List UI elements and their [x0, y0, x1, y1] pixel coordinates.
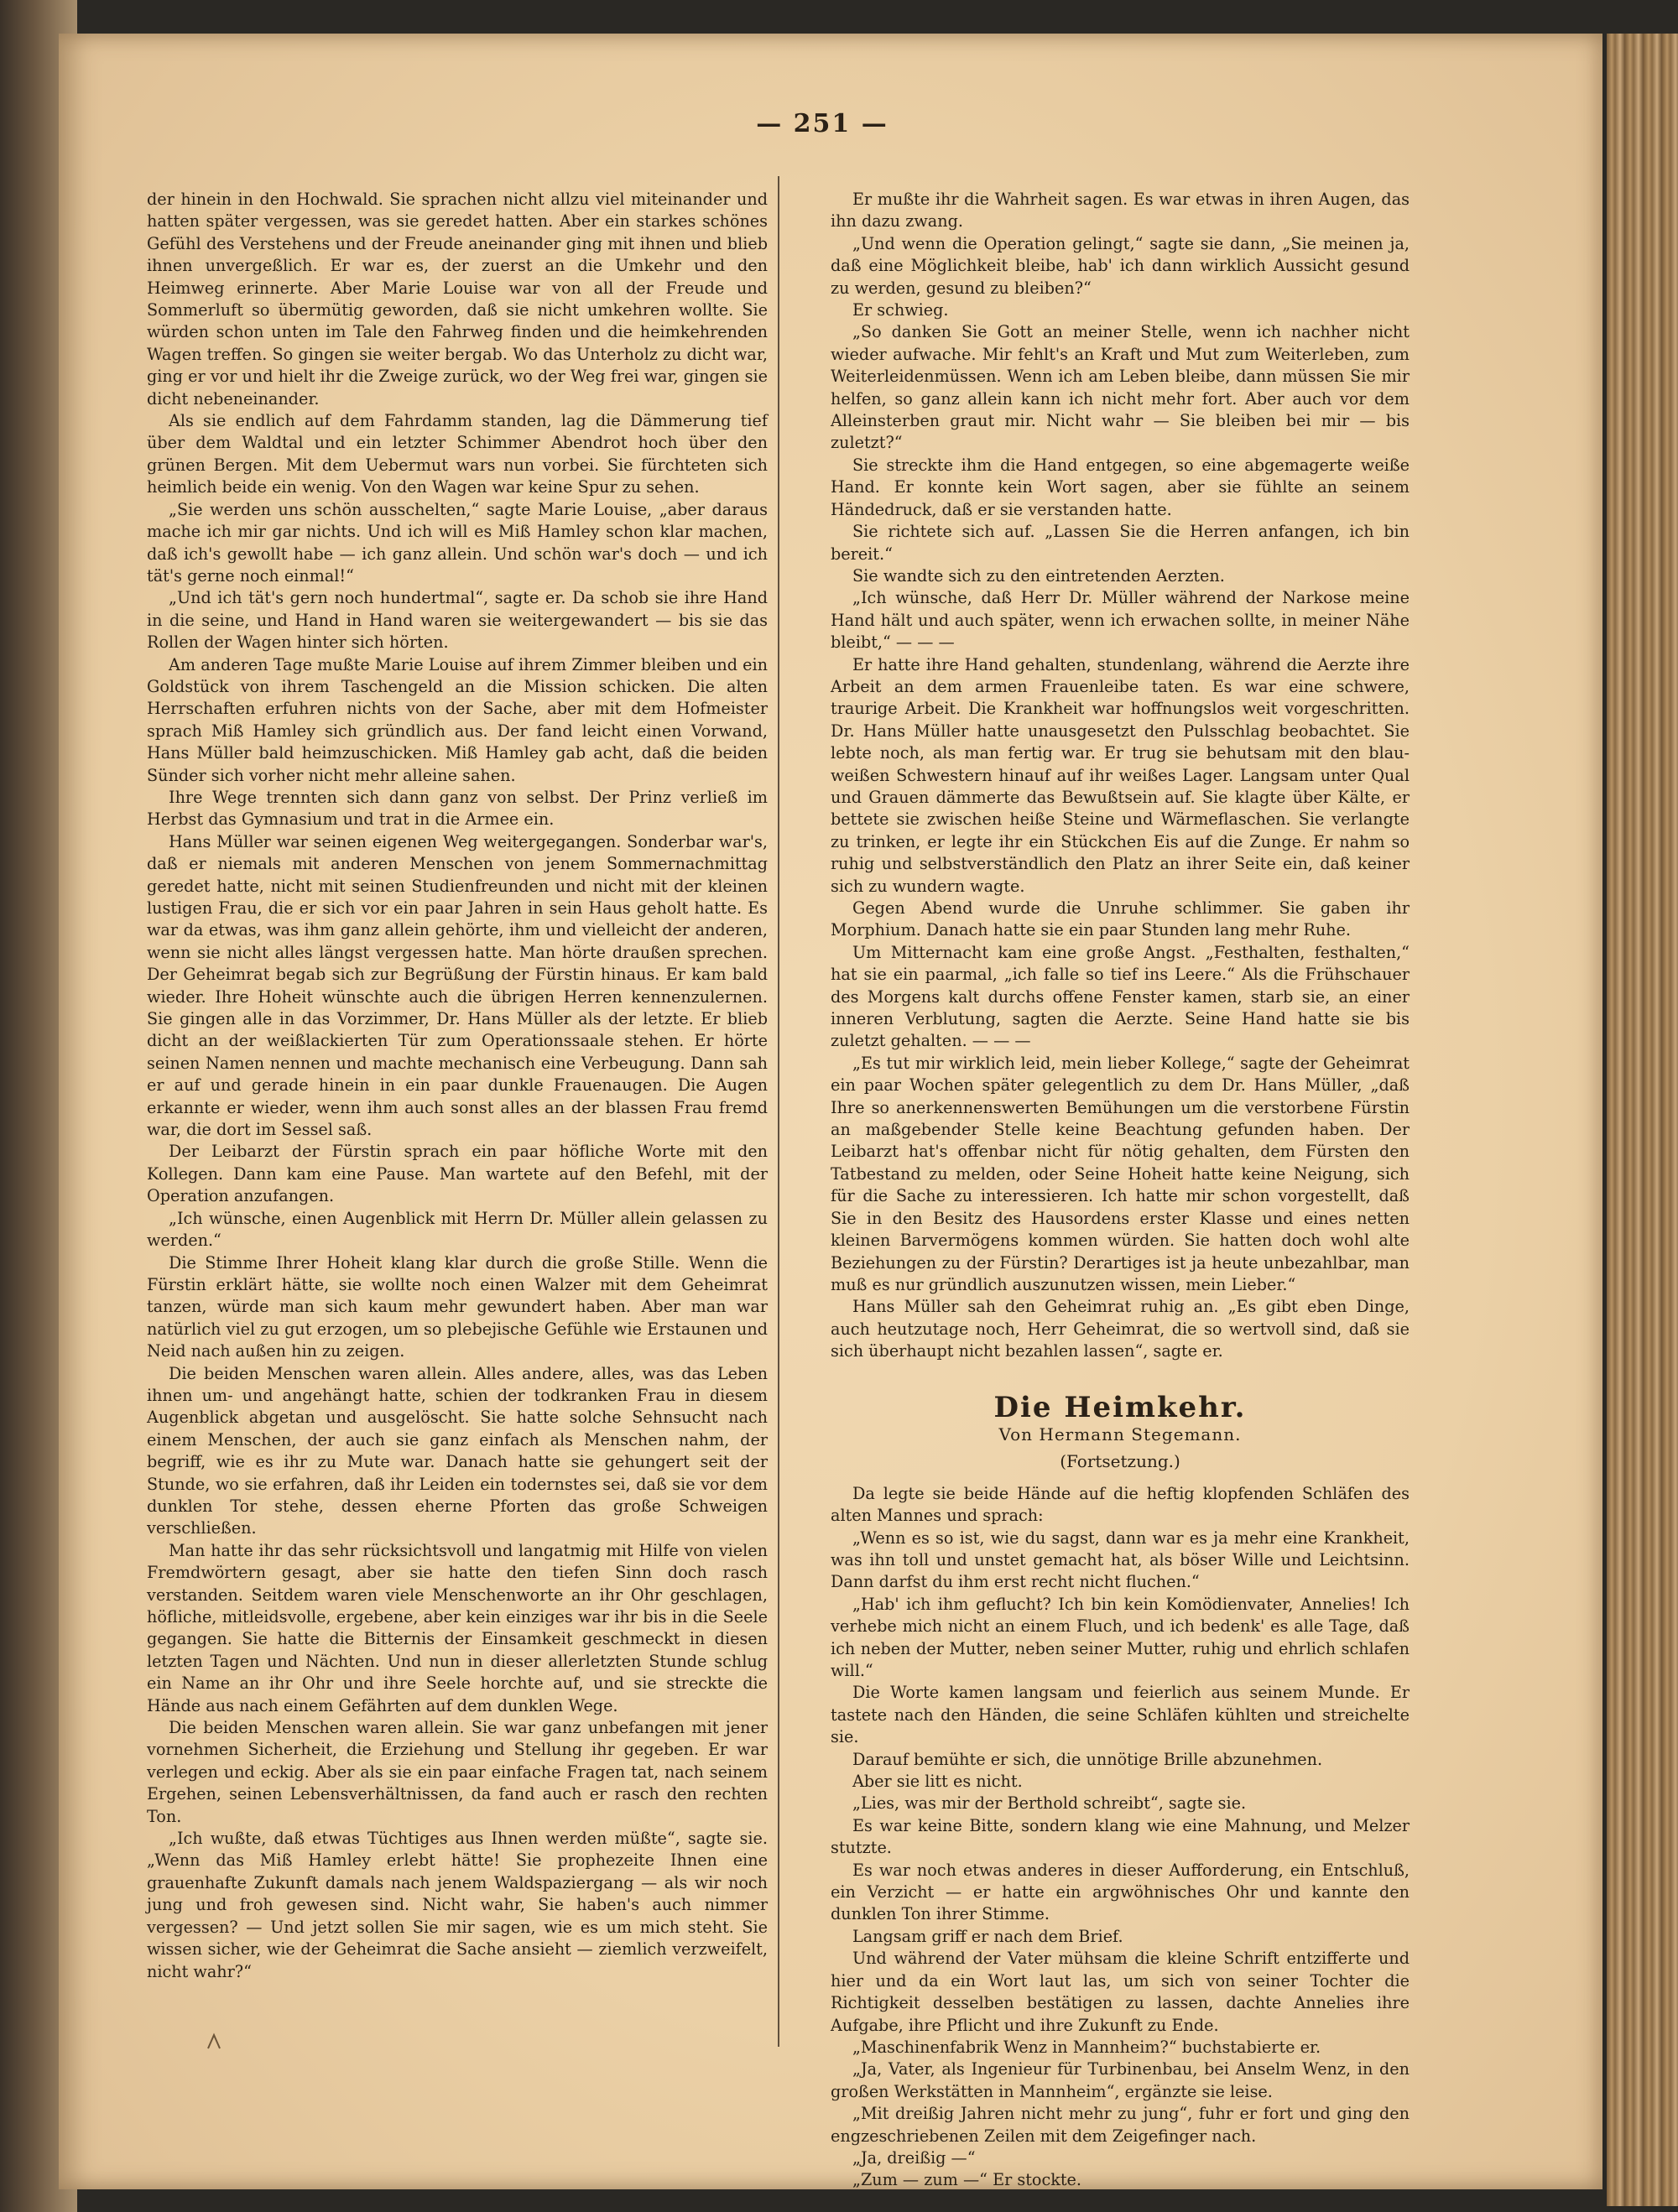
- paragraph: Darauf bemühte er sich, die unnötige Brille abzunehmen.: [852, 1749, 1323, 1769]
- paragraph: „Ja, Vater, als Ingenieur für Turbinenbau, bei Anselm Wenz, in den großen Werkstätten in Mannheim“, ergänzte sie leise.: [831, 2059, 1410, 2101]
- paragraph: „Ich wünsche, einen Augenblick mit Herrn Dr. Müller allein gelassen zu werden.“: [147, 1208, 768, 1251]
- paragraph: Der Leibarzt der Fürstin sprach ein paar höfliche Worte mit den Kollegen. Dann kam eine Pause. Man wartete auf den Befehl, mit der Operation anzufangen.: [147, 1142, 768, 1206]
- column-divider: [778, 176, 779, 2047]
- paragraph: „Hab' ich ihm geflucht? Ich bin kein Komödienvater, Annelies! Ich verhebe mich nicht an einem Fluch, und ich bedenk' es alle Tage, daß ich neben der Mutter, neben seiner Mutter, ruhig und ehrlich schlafen will.“: [831, 1594, 1410, 1680]
- paragraph: Die beiden Menschen waren allein. Alles andere, alles, was das Leben ihnen um- und angehängt hatte, schien der todkranken Frau in diesem Augenblick abgetan und ausgelöscht. Sie hatte solche Sehnsucht nach einem Menschen, der auch sie ganz einfach als Menschen nahm, der begriff, wie es ihr zu Mute war. Danach hatte sie gehungert seit der Stunde, wo sie erfahren, daß ihr Leiden ein todernstes sei, daß sie vor dem dunklen Tor stehe, dessen eherne Pforten das große Schweigen verschließen.: [147, 1363, 768, 1538]
- paragraph: Da legte sie beide Hände auf die heftig klopfenden Schläfen des alten Mannes und sprach:: [831, 1483, 1410, 1526]
- paragraph: Sie richtete sich auf. „Lassen Sie die Herren anfangen, ich bin bereit.“: [831, 522, 1410, 564]
- paragraph: „Ich wußte, daß etwas Tüchtiges aus Ihnen werden müßte“, sagte sie. „Wenn das Miß Hamley erlebt hätte! Sie prophezeite Ihnen eine grauenhafte Zukunft damals nach jenem Waldspaziergang — als wir noch jung und froh gewesen sind. Nicht wahr, Sie haben's auch nimmer vergessen? — Und jetzt sollen Sie mir sagen, wie es um mich steht. Sie wissen sicher, wie der Geheimrat die Sache ansieht — ziemlich verzweifelt, nicht wahr?“: [147, 1829, 768, 1981]
- paragraph: Er schwieg.: [852, 300, 949, 320]
- story-continued-note: (Fortsetzung.): [1060, 1451, 1180, 1472]
- paragraph: „Zum — zum —“ Er stockte.: [852, 2170, 1081, 2190]
- paragraph: Am anderen Tage mußte Marie Louise auf ihrem Zimmer bleiben und ein Goldstück von ihrem Taschengeld an die Mission schicken. Die alten Herrschaften erfuhren nichts von der Sache, aber mit dem Hofmeister sprach Miß Hamley sich gründlich aus. Der fand leicht einen Vorwand, Hans Müller bald heimzuschicken. Miß Hamley gab acht, daß die beiden Sünder sich vorher nicht mehr alleine sahen.: [147, 654, 768, 785]
- story-byline: Von Hermann Stegemann.: [998, 1423, 1242, 1444]
- print-mark-icon: [201, 2028, 227, 2053]
- paragraph: Die Stimme Ihrer Hoheit klang klar durch die große Stille. Wenn die Fürstin erklärt hätte, sie wollte noch einen Walzer mit dem Geheimrat tanzen, würde man sich kaum mehr gewundert haben. Aber man war natürlich viel zu gut erzogen, um so plebejische Gefühle wie Erstaunen und Neid nach außen hin zu zeigen.: [147, 1252, 768, 1361]
- page-number: — 251 —: [756, 109, 889, 138]
- paragraph: Die Worte kamen langsam und feierlich aus seinem Munde. Er tastete nach den Händen, die seine Schläfen kühlten und streichelte sie.: [831, 1683, 1410, 1747]
- paragraph: Es war keine Bitte, sondern klang wie eine Mahnung, und Melzer stutzte.: [831, 1815, 1410, 1858]
- paragraph: Gegen Abend wurde die Unruhe schlimmer. Sie gaben ihr Morphium. Danach hatte sie ein paar Stunden lang mehr Ruhe.: [831, 898, 1410, 940]
- paragraph: „Maschinenfabrik Wenz in Mannheim?“ buchstabierte er.: [852, 2037, 1321, 2057]
- paragraph: Hans Müller sah den Geheimrat ruhig an. „Es gibt eben Dinge, auch heutzutage noch, Herr Geheimrat, die so wertvoll sind, daß sie sich überhaupt nicht bezahlen lassen“, sagte er.: [831, 1297, 1410, 1361]
- paragraph: Die beiden Menschen waren allein. Sie war ganz unbefangen mit jener vornehmen Sicherheit, die Erziehung und Stellung ihr gegeben. Er war verlegen und eckig. Aber als sie ein paar einfache Fragen tat, nach seinem Ergehen, seinen Lebensverhältnissen, da fand auch er rasch den rechten Ton.: [147, 1718, 768, 1826]
- paragraph: der hinein in den Hochwald. Sie sprachen nicht allzu viel miteinander und hatten später vergessen, was sie geredet hatten. Aber ein starkes schönes Gefühl des Verstehens und der Freude aneinander ging mit ihnen und blieb ihnen unvergeßlich. Er war es, der zuerst an die Umkehr und den Heimweg erinnerte. Aber Marie Louise war von all der Freude und Sommerluft so übermütig geworden, daß sie nicht umkehren wollte. Sie würden schon unten im Tale den Fahrweg finden und die heimkehrenden Wagen treffen. So gingen sie weiter bergab. Wo das Unterholz zu dicht war, ging er vor und hielt ihr die Zweige zurück, wo der Weg frei war, gingen sie dicht nebeneinander.: [147, 190, 768, 409]
- right-column: [831, 189, 1410, 2192]
- paragraph: Sie streckte ihm die Hand entgegen, so eine abgemagerte weiße Hand. Er konnte kein Wort sagen, aber sie fühlte an seinem Händedruck, daß er sie verstanden hatte.: [831, 455, 1410, 519]
- paragraph: Er hatte ihre Hand gehalten, stundenlang, während die Aerzte ihre Arbeit an dem armen Frauenleibe taten. Es war eine schwere, traurige Arbeit. Die Krankheit war hoffnungslos weit vorgeschritten. Dr. Hans Müller hatte unausgesetzt den Pulsschlag beobachtet. Sie lebte noch, als man fertig war. Er trug sie behutsam mit den blau-weißen Schwestern hinauf auf ihr weißes Lager. Langsam unter Qual und Grauen dämmerte das Bewußtsein auf. Sie klagte über Kälte, er bettete sie zwischen heiße Steine und Wärmeflaschen. Sie verlangte zu trinken, er legte ihr ein Stückchen Eis auf die Zunge. Er nahm so ruhig und selbstverständlich den Platz an ihrer Seite ein, daß keiner sich zu wundern wagte.: [831, 654, 1410, 896]
- paragraph: Als sie endlich auf dem Fahrdamm standen, lag die Dämmerung tief über dem Waldtal und ein letzter Schimmer Abendrot hoch über den grünen Bergen. Mit dem Uebermut wars nun vorbei. Sie fürchteten sich heimlich beide ein wenig. Von den Wagen war keine Spur zu sehen.: [147, 411, 768, 497]
- book-spine: [1607, 34, 1678, 2206]
- paragraph: „Es tut mir wirklich leid, mein lieber Kollege,“ sagte der Geheimrat ein paar Wochen später gelegentlich zu dem Dr. Hans Müller, „daß Ihre so anerkennenswerten Bemühungen um die verstorbene Fürstin an maßgebender Stelle keine Beachtung gefunden haben. Der Leibarzt hat's offenbar nicht für nötig gehalten, dem Fürsten den Tatbestand zu melden, oder Seine Hoheit hatte keine Neigung, sich für die Sache zu interessieren. Ich hatte mir schon vorgestellt, daß Sie in den Besitz des Hausordens erster Klasse und eines netten kleinen Barvermögens kommen würden. Sie hatten doch wohl alte Beziehungen zu der Fürstin? Derartiges ist ja heute unbezahlbar, man muß es nur gründlich auszunutzen wissen, mein Lieber.“: [831, 1053, 1410, 1294]
- paragraph: „Ich wünsche, daß Herr Dr. Müller während der Narkose meine Hand hält und auch später, wenn ich erwachen sollte, in meiner Nähe bleibt,“ — — —: [831, 588, 1410, 653]
- paragraph: Man hatte ihr das sehr rücksichtsvoll und langatmig mit Hilfe von vielen Fremdwörtern gesagt, aber sie hatte den tiefen Sinn doch rasch verstanden. Seitdem waren viele Menschenworte an ihr Ohr geschlagen, höfliche, mitleidsvolle, ergebene, aber kein einziges war ihr bis in die Seele gegangen. Sie hatte die Bitternis der Einsamkeit geschmeckt in diesen letzten Tagen und Nächten. Und nun in dieser allerletzten Stunde schlug ein Name an ihr Ohr und ihre Seele horchte auf, und sie streckte die Hände aus nach einem Gefährten auf dem dunklen Wege.: [147, 1540, 768, 1715]
- paragraph: „Wenn es so ist, wie du sagst, dann war es ja mehr eine Krankheit, was ihn toll und unstet gemacht hat, als böser Wille und Leichtsinn. Dann darfst du ihm erst recht nicht fluchen.“: [831, 1528, 1410, 1592]
- left-column: [147, 189, 768, 1983]
- paragraph: Um Mitternacht kam eine große Angst. „Festhalten, festhalten,“ hat sie ein paarmal, „ich falle so tief ins Leere.“ Als die Frühschauer des Morgens kalt durchs offene Fenster kamen, starb sie, an einer inneren Verblutung, sagten die Aerzte. Seine Hand hatte sie bis zuletzt gehalten. — — —: [831, 942, 1410, 1051]
- paragraph: „Mit dreißig Jahren nicht mehr zu jung“, fuhr er fort und ging den engzeschriebenen Zeilen mit dem Zeigefinger nach.: [831, 2104, 1410, 2146]
- paragraph: Aber sie litt es nicht.: [852, 1772, 1023, 1792]
- paragraph: Es war noch etwas anderes in dieser Aufforderung, ein Entschluß, ein Verzicht — er hatte ein argwöhnisches Ohr und kannte den dunklen Ton ihrer Stimme.: [831, 1860, 1410, 1924]
- paragraph: Hans Müller war seinen eigenen Weg weitergegangen. Sonderbar war's, daß er niemals mit anderen Menschen von jenem Sommernachmittag geredet hatte, nicht mit seinen Studienfreunden und nicht mit der kleinen lustigen Frau, die er sich vor ein paar Jahren in sein Haus geholt hatte. Es war da etwas, was ihm ganz allein gehörte, ihm und vielleicht der anderen, wenn sie nicht alles längst vergessen hatte. Man hörte draußen sprechen. Der Geheimrat begab sich zur Begrüßung der Fürstin hinaus. Er kam bald wieder. Ihre Hoheit wünschte auch die übrigen Herren kennenzulernen. Sie gingen alle in das Vorzimmer, Dr. Hans Müller als der letzte. Er blieb dicht an der weißlackierten Tür zum Operationssaale stehen. Er hörte seinen Namen nennen und machte mechanisch eine Verbeugung. Dann sah er auf und gerade hinein in ein paar dunkle Frauenaugen. Die Augen erkannte er wieder, wenn ihm auch sonst alles an der blassen Frau fremd war, die dort im Sessel saß.: [147, 831, 768, 1140]
- paragraph: Und während der Vater mühsam die kleine Schrift entzifferte und hier und da ein Wort laut las, um sich von seiner Tochter die Richtigkeit desselben bestätigen zu lassen, dachte Annelies ihre Aufgabe, ihre Pflicht und ihre Zukunft zu Ende.: [831, 1949, 1410, 2035]
- paragraph: Langsam griff er nach dem Brief.: [852, 1926, 1123, 1946]
- paragraph: Ihre Wege trennten sich dann ganz von selbst. Der Prinz verließ im Herbst das Gymnasium und trat in die Armee ein.: [147, 787, 768, 830]
- paragraph: „Und wenn die Operation gelingt,“ sagte sie dann, „Sie meinen ja, daß eine Möglichkeit bleibe, hab' ich dann wirklich Aussicht gesund zu werden, gesund zu bleiben?“: [831, 233, 1410, 298]
- paragraph: Sie wandte sich zu den eintretenden Aerzten.: [852, 565, 1225, 586]
- paragraph: „Und ich tät's gern noch hundertmal“, sagte er. Da schob sie ihre Hand in die seine, und Hand in Hand waren sie weitergewandert — bis sie das Rollen der Wagen hinter sich hörten.: [147, 588, 768, 653]
- paragraph: „Ja, dreißig —“: [852, 2147, 976, 2168]
- paragraph: „Sie werden uns schön ausschelten,“ sagte Marie Louise, „aber daraus mache ich mir gar nichts. Und ich will es Miß Hamley schon klar machen, daß ich's gewollt habe — ich ganz allein. Und schön war's doch — und ich tät's gerne noch einmal!“: [147, 499, 768, 586]
- story-title: Die Heimkehr.: [993, 1390, 1247, 1424]
- paragraph: Er mußte ihr die Wahrheit sagen. Es war etwas in ihren Augen, das ihn dazu zwang.: [831, 190, 1410, 232]
- paragraph: „So danken Sie Gott an meiner Stelle, wenn ich nachher nicht wieder aufwache. Mir fehlt's an Kraft und Mut zum Weiterleben, zum Weiterleidenmüssen. Wenn ich am Leben bleibe, dann müssen Sie mir helfen, so ganz allein kann ich nicht mehr fort. Aber auch vor dem Alleinsterben graut mir. Nicht wahr — Sie bleiben bei mir — bis zuletzt?“: [831, 322, 1410, 453]
- paragraph: „Lies, was mir der Berthold schreibt“, sagte sie.: [852, 1793, 1247, 1814]
